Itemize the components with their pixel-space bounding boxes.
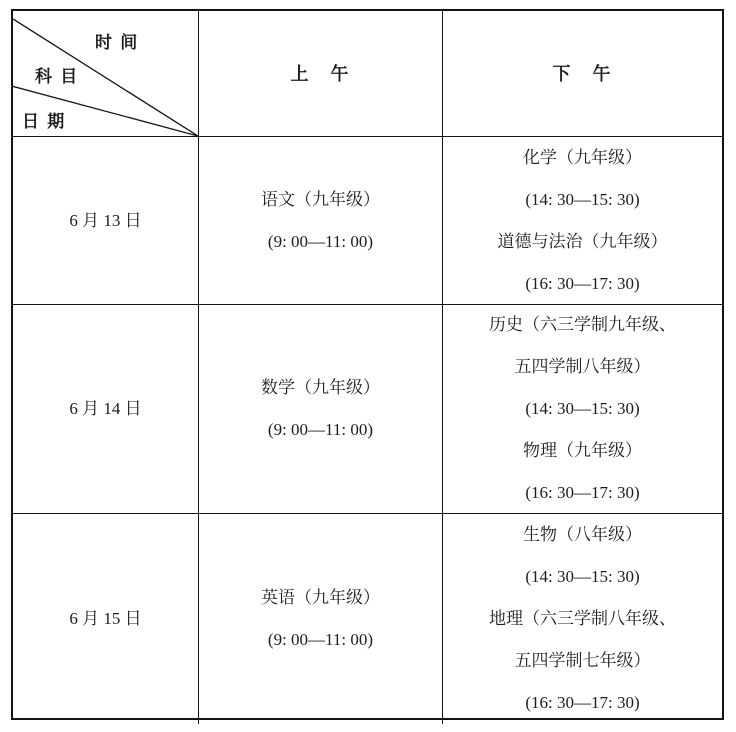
afternoon-cell-june13 (443, 137, 722, 305)
time-line: (9: 00—11: 00) (267, 420, 374, 439)
time-line: (16: 30—17: 30) (525, 693, 640, 712)
subject-line: 历史（六三学制九年级、 (489, 315, 676, 334)
time-line: (14: 30—15: 30) (525, 189, 640, 209)
corner-label-subject: 科 目 (35, 67, 80, 86)
afternoon-cell-june15 (443, 514, 722, 724)
subject-line: 数学（九年级） (261, 378, 380, 397)
afternoon-cell-june14 (443, 305, 722, 514)
morning-cell-june15 (199, 514, 443, 724)
time-line: (9: 00—11: 00) (267, 630, 374, 649)
corner-label-date: 日 期 (22, 112, 67, 131)
time-line: (14: 30—15: 30) (525, 567, 640, 586)
column-header-morning: 上 午 (199, 11, 443, 137)
corner-label-time: 时 间 (95, 33, 140, 52)
time-line: (16: 30—17: 30) (525, 483, 640, 502)
time-line: (14: 30—15: 30) (525, 399, 640, 418)
subject-line: 语文（九年级） (261, 189, 380, 209)
time-line: (9: 00—11: 00) (267, 231, 374, 251)
subject-line: 地理（六三学制八年级、 (489, 609, 676, 628)
subject-line: 化学（九年级） (523, 147, 642, 167)
date-cell-june14: 6 月 14 日 (13, 305, 199, 514)
subject-line: 物理（九年级） (523, 441, 642, 460)
column-header-afternoon: 下 午 (443, 11, 722, 137)
date-cell-june13: 6 月 13 日 (13, 137, 199, 305)
morning-cell-june14 (199, 305, 443, 514)
morning-cell-june13 (199, 137, 443, 305)
subject-line: 五四学制七年级） (514, 651, 651, 670)
exam-schedule-table (11, 9, 724, 720)
subject-line: 五四学制八年级） (514, 357, 651, 376)
date-cell-june15: 6 月 15 日 (13, 514, 199, 724)
subject-line: 道德与法治（九年级） (497, 231, 668, 251)
subject-line: 英语（九年级） (261, 588, 380, 607)
corner-header-cell (13, 11, 199, 137)
subject-line: 生物（八年级） (523, 525, 642, 544)
time-line: (16: 30—17: 30) (525, 273, 640, 293)
